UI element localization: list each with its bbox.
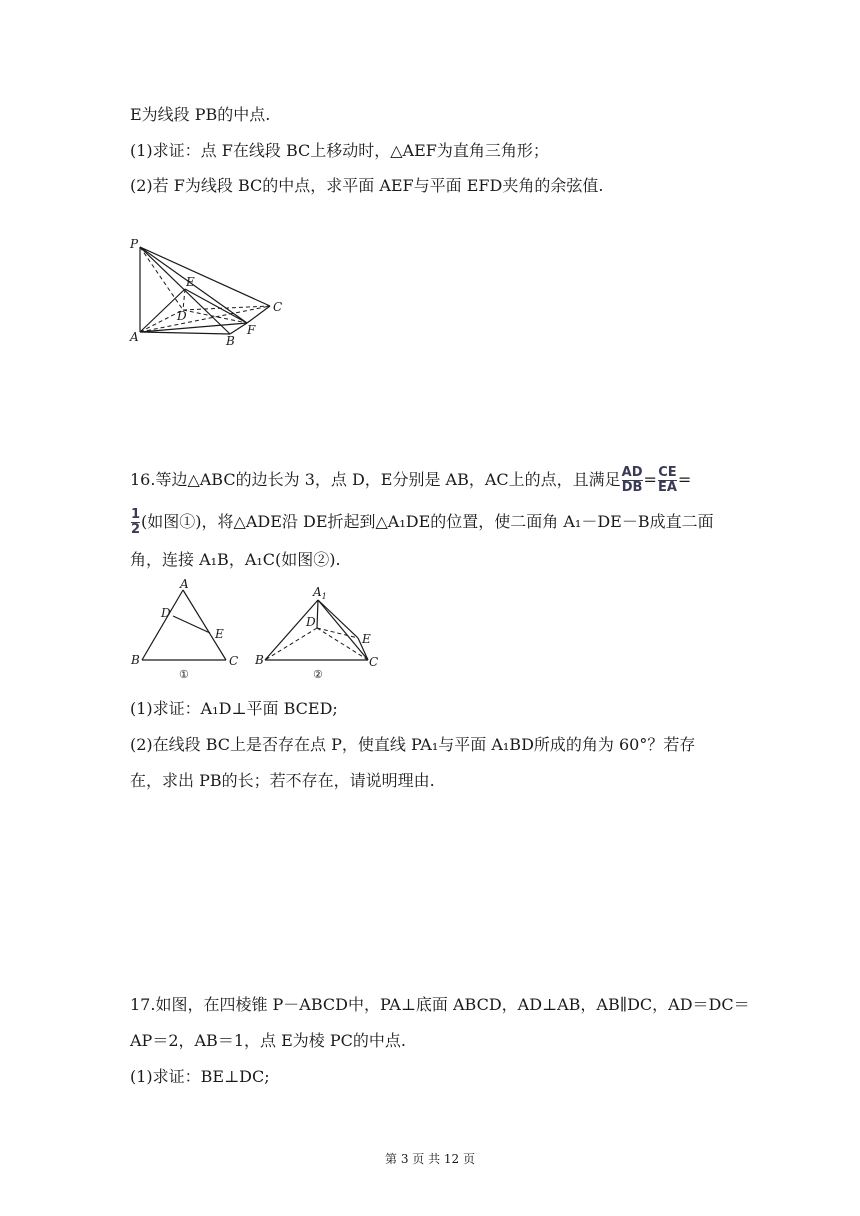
edge-DC [183,306,270,310]
label-B: B [131,653,140,667]
p15-line-0: E为线段 PB的中点. [130,105,271,124]
page-footer: 第 3 页 共 12 页 [385,1152,475,1166]
edge-ED [183,289,185,310]
p17-part-1: (1)求证：BE⊥DC; [130,1067,270,1086]
fraction-ad-db: $\frac{AD}{DB}$ [621,465,643,495]
p17-line-2: AP＝2，AB＝1，点 E为棱 PC的中点. [130,1031,406,1050]
label-D: D [161,606,171,620]
edge-AB [140,332,230,334]
edge-PC [140,247,270,306]
fraction-half: $\frac{1}{2}$ [131,507,141,537]
label-C: C [229,654,239,668]
p16-part-1: (1)求证：A₁D⊥平面 BCED; [130,699,338,718]
p16-line-2: $\frac{1}{2}$ (如图①)，将△ADE沿 DE折起到△A₁DE的位置，使二面角 A₁－DE－B成直二面 [131,507,714,537]
edge-A1D [317,600,318,628]
label-A1: $A_1$ [313,585,327,601]
label-P: P [130,237,139,251]
label-B: B [255,653,264,667]
p16-line-1: 16.等边△ABC的边长为 3，点 D，E分别是 AB，AC上的点，且满足 $\frac{AD}{DB}$ = $\frac{CE}{EA}$ = [130,465,692,495]
label-C: C [273,300,283,314]
p16-figure-1 [125,578,245,683]
label-C: C [369,655,379,669]
p15-part-2: (2)若 F为线段 BC的中点，求平面 AEF与平面 EFD夹角的余弦值. [130,176,604,195]
label-E: E [186,275,195,289]
edge-AB [142,590,183,660]
p15-part-1: (1)求证：点 F在线段 BC上移动时，△AEF为直角三角形； [130,141,549,160]
label-A: A [130,330,139,344]
p16-figure-2 [255,578,385,683]
label-F: F [247,323,256,337]
label-A: A [180,578,189,591]
edge-DB [265,628,317,660]
p16-text: 16.等边△ABC的边长为 3，点 D，E分别是 AB，AC上的点，且满足 [130,470,621,489]
label-B: B [226,334,235,348]
fraction-ce-ea: $\frac{CE}{EA}$ [657,465,677,495]
label-D: D [306,615,316,629]
p16-part-2-line-1: (2)在线段 BC上是否存在点 P，使直线 PA₁与平面 A₁BD所成的角为 60°？若存 [130,735,696,754]
edge-EF [185,289,247,323]
figure-number-2: ② [313,668,323,681]
edge-AC [183,590,226,660]
label-E: E [362,632,371,646]
label-E: E [215,627,224,641]
edge-A1B [265,600,318,660]
p15-figure [125,235,290,350]
p16-line-3: 角，连接 A₁B，A₁C(如图②). [130,550,341,569]
edge-DE [317,628,358,638]
p16-part-2-line-2: 在，求出 PB的长；若不存在，请说明理由. [130,771,435,790]
label-D: D [177,309,187,323]
figure-number-1: ① [179,668,189,681]
p17-line-1: 17.如图，在四棱锥 P－ABCD中，PA⊥底面 ABCD，AD⊥AB，AB∥DC，AD＝DC＝ [130,995,750,1014]
